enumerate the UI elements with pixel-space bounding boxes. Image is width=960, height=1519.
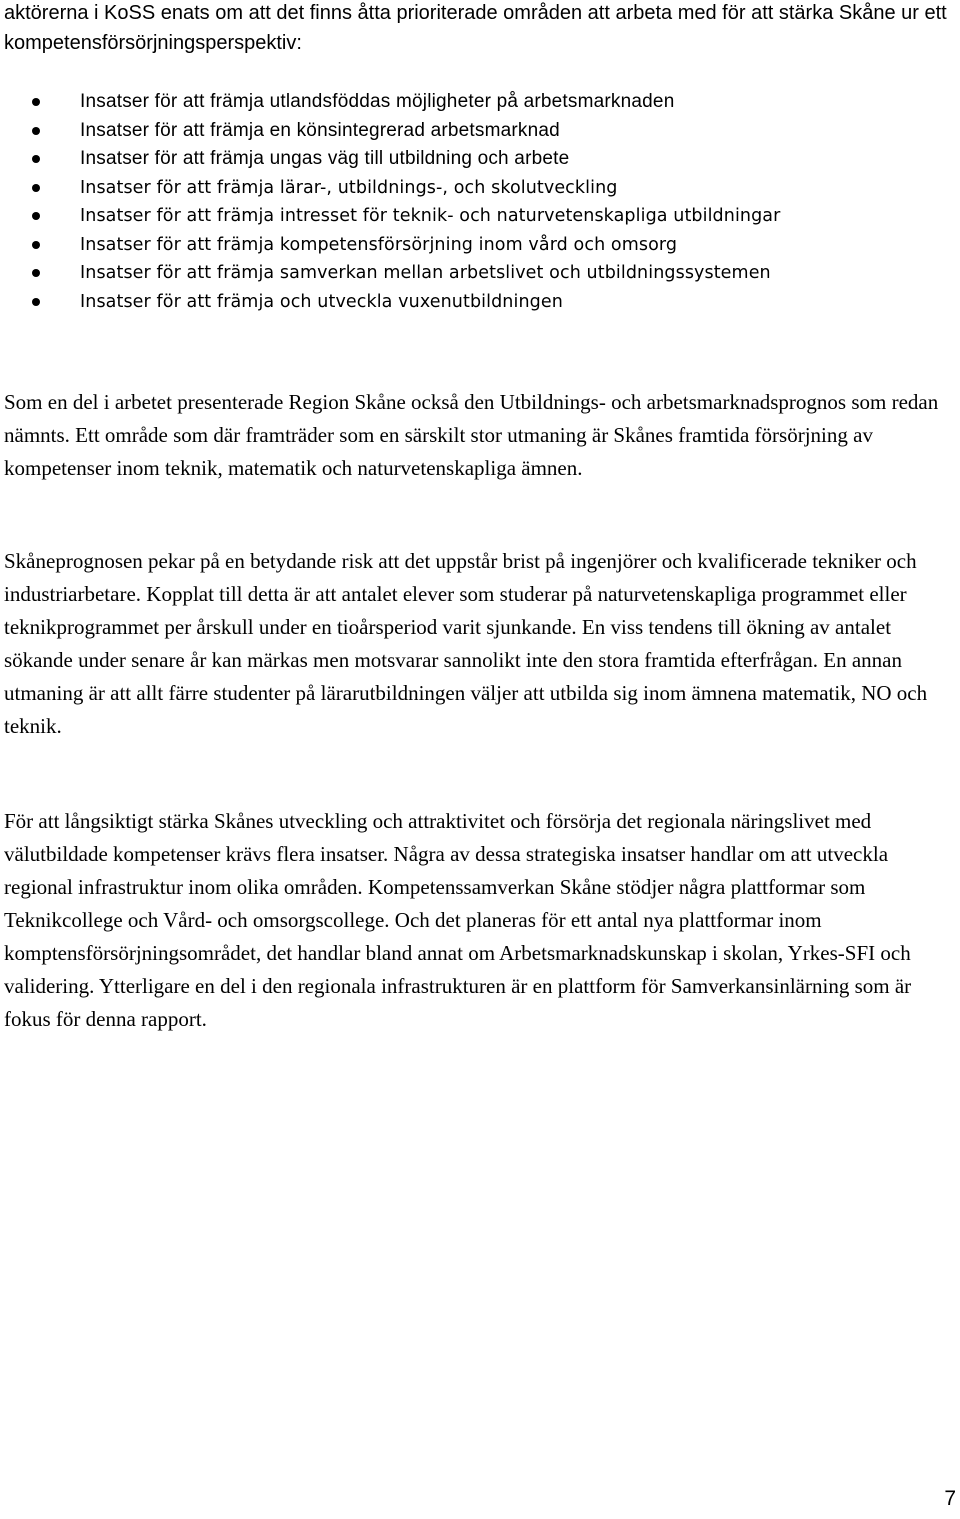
page-number: 7 <box>944 1487 956 1510</box>
body-paragraph: Skåneprognosen pekar på en betydande risk att det uppstår brist på ingenjörer och kvalificerade tekniker och industriarbetare. Kopplat till detta är att antalet elever som studerar på naturvetenskapliga programmet eller teknikprogrammet per årskull under en tioårsperiod varit sjunkande. En viss tendens till ökning av antalet sökande under senare år kan märkas men motsvarar sannolikt inte den stora framtida efterfrågan. En annan utmaning är att allt färre studenter på lärarutbildningen väljer att utbilda sig inom ämnena matematik, NO och teknik. <box>4 549 928 738</box>
list-item <box>0 88 960 117</box>
list-item-text: Insatser för att främja en könsintegrerad arbetsmarknad <box>80 119 560 141</box>
list-item-text: Insatser för att främja och utveckla vuxenutbildningen <box>80 291 563 312</box>
bullet-icon <box>32 241 40 249</box>
bullet-icon <box>32 98 40 106</box>
list-item-text: Insatser för att främja lärar-, utbildnings-, och skolutveckling <box>80 177 618 198</box>
list-item-text: Insatser för att främja ungas väg till utbildning och arbete <box>80 148 570 169</box>
bullet-icon <box>32 269 40 277</box>
list-item-text: Insatser för att främja samverkan mellan arbetslivet och utbildningssystemen <box>80 263 771 283</box>
list-item <box>0 145 960 174</box>
list-item <box>0 288 960 317</box>
bullet-icon <box>32 155 40 163</box>
bullet-icon <box>32 184 40 192</box>
list-item-text: Insatser för att främja intresset för teknik- och naturvetenskapliga utbildningar <box>80 206 781 226</box>
bullet-icon <box>32 212 40 220</box>
body-paragraph: För att långsiktigt stärka Skånes utveckling och attraktivitet och försörja det regionala näringslivet med välutbildade kompetenser krävs flera insatser. Några av dessa strategiska insatser handlar om att utveckla regional infrastruktur inom olika områden. Kompetenssamverkan Skåne stödjer några plattformar som Teknikcollege och Vård- och omsorgscollege. Och det planeras för ett antal nya plattformar inom komptensförsörjningsområdet, det handlar bland annat om Arbetsmarknadskunskap i skolan, Yrkes-SFI och validering. Ytterligare en del i den regionala infrastrukturen är en plattform för Samverkansinlärning som är fokus för denna rapport. <box>4 809 912 1031</box>
list-item <box>0 259 960 288</box>
intro-paragraph: aktörerna i KoSS enats om att det finns åtta prioriterade områden att arbeta med för att stärka Skåne ur ett kompetensförsörjningsperspektiv: <box>4 2 947 54</box>
list-item <box>0 231 960 260</box>
bullet-icon <box>32 127 40 135</box>
list-item <box>0 174 960 203</box>
priority-areas-list <box>0 88 960 316</box>
list-item <box>0 202 960 231</box>
bullet-icon <box>32 298 40 306</box>
list-item-text: Insatser för att främja utlandsföddas möjligheter på arbetsmarknaden <box>80 91 675 112</box>
list-item <box>0 117 960 146</box>
list-item-text: Insatser för att främja kompetensförsörjning inom vård och omsorg <box>80 234 678 255</box>
body-paragraph: Som en del i arbetet presenterade Region Skåne också den Utbildnings- och arbetsmarknadsprognos som redan nämnts. Ett område som där framträder som en särskilt stor utmaning är Skånes framtida försörjning av kompetenser inom teknik, matematik och naturvetenskapliga ämnen. <box>4 390 939 480</box>
